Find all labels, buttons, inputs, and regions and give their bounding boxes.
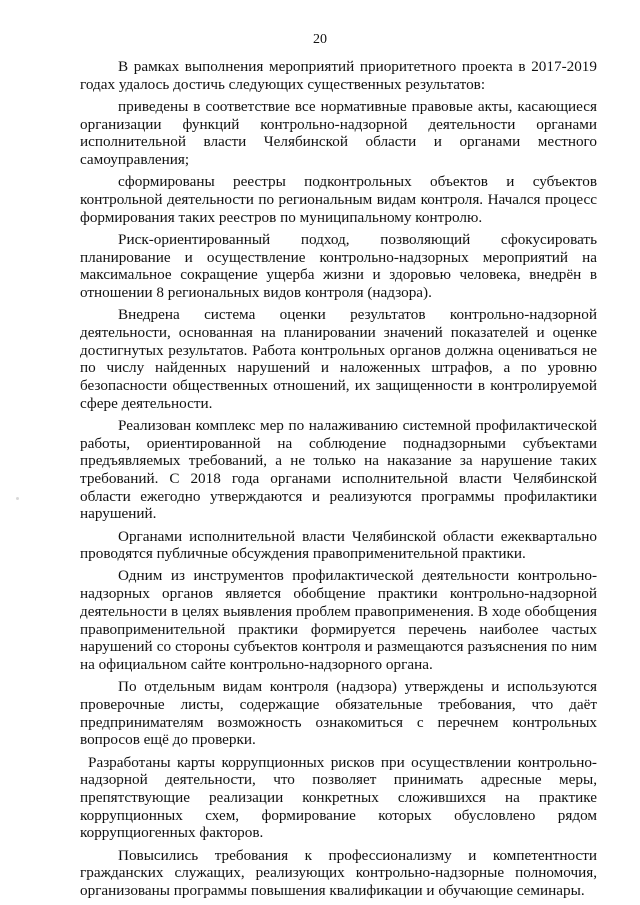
paragraph-practice-generalization: Одним из инструментов профилактической деятельности контрольно-надзорных органов является обобщение практики контрольно-надзорной деятельности в целях выявления проблем правоприменения. В ходе обобщения правоприменительной практики формируется перечень наиболее частых нарушений со стороны субъектов контроля и размещаются разъяснения по ним на официальном сайте контрольно-надзорного органа. xyxy=(80,567,597,673)
paragraph-evaluation-system: Внедрена система оценки результатов контрольно-надзорной деятельности, основанная на планировании значений показателей и оценке достигнутых результатов. Работа контрольных органов должна оцениваться не по числу найденных нарушений и наложенных штрафов, а по уровню безопасности общественных отношений, их защищенности в контролируемой сфере деятельности. xyxy=(80,306,597,412)
margin-speck xyxy=(16,497,19,500)
paragraph-corruption-risks: Разработаны карты коррупционных рисков при осуществлении контрольно-надзорной деятельности, что позволяет принимать адресные меры, препятствующие реализации конкретных сложившихся на практике коррупционных схем, формирование которых обусловлено рядом коррупциогенных факторов. xyxy=(80,753,597,842)
paragraph-risk-approach: Риск-ориентированный подход, позволяющий сфокусировать планирование и осуществление контрольно-надзорных мероприятий на максимальное сокращение ущерба жизни и здоровью человека, внедрён в отношении 8 региональных видов контроля (надзора). xyxy=(80,230,597,301)
paragraph-legal-acts: приведены в соответствие все нормативные правовые акты, касающиеся организации функций контрольно-надзорной деятельности органами исполнительной власти Челябинской области и органами местного самоуправления; xyxy=(80,97,597,169)
paragraph-registries: сформированы реестры подконтрольных объектов и субъектов контрольной деятельности по региональным видам контроля. Начался процесс формирования таких реестров по муниципальному контролю. xyxy=(80,173,597,226)
page-number: 20 xyxy=(313,32,327,47)
paragraph-professionalism: Повысились требования к профессионализму и компетентности гражданских служащих, реализующих контрольно-надзорные полномочия, организованы программы повышения квалификации и обучающие семинары. xyxy=(80,846,597,899)
paragraph-prevention: Реализован комплекс мер по налаживанию системной профилактической работы, ориентированной на соблюдение поднадзорными субъектами предъявляемых требований, а не только на наказание за нарушение таких требований. С 2018 года органами исполнительной власти Челябинской области ежегодно утверждаются и реализуются программы профилактики нарушений. xyxy=(80,416,597,523)
document-body xyxy=(80,58,597,904)
paragraph-intro: В рамках выполнения мероприятий приоритетного проекта в 2017-2019 годах удалось достичь следующих существенных результатов: xyxy=(80,58,597,93)
paragraph-public-discussions: Органами исполнительной власти Челябинской области ежеквартально проводятся публичные обсуждения правоприменительной практики. xyxy=(80,527,597,563)
paragraph-checklists: По отдельным видам контроля (надзора) утверждены и используются проверочные листы, содержащие обязательные требования, что даёт предпринимателям возможность ознакомиться с перечнем контрольных вопросов ещё до проверки. xyxy=(80,678,597,749)
